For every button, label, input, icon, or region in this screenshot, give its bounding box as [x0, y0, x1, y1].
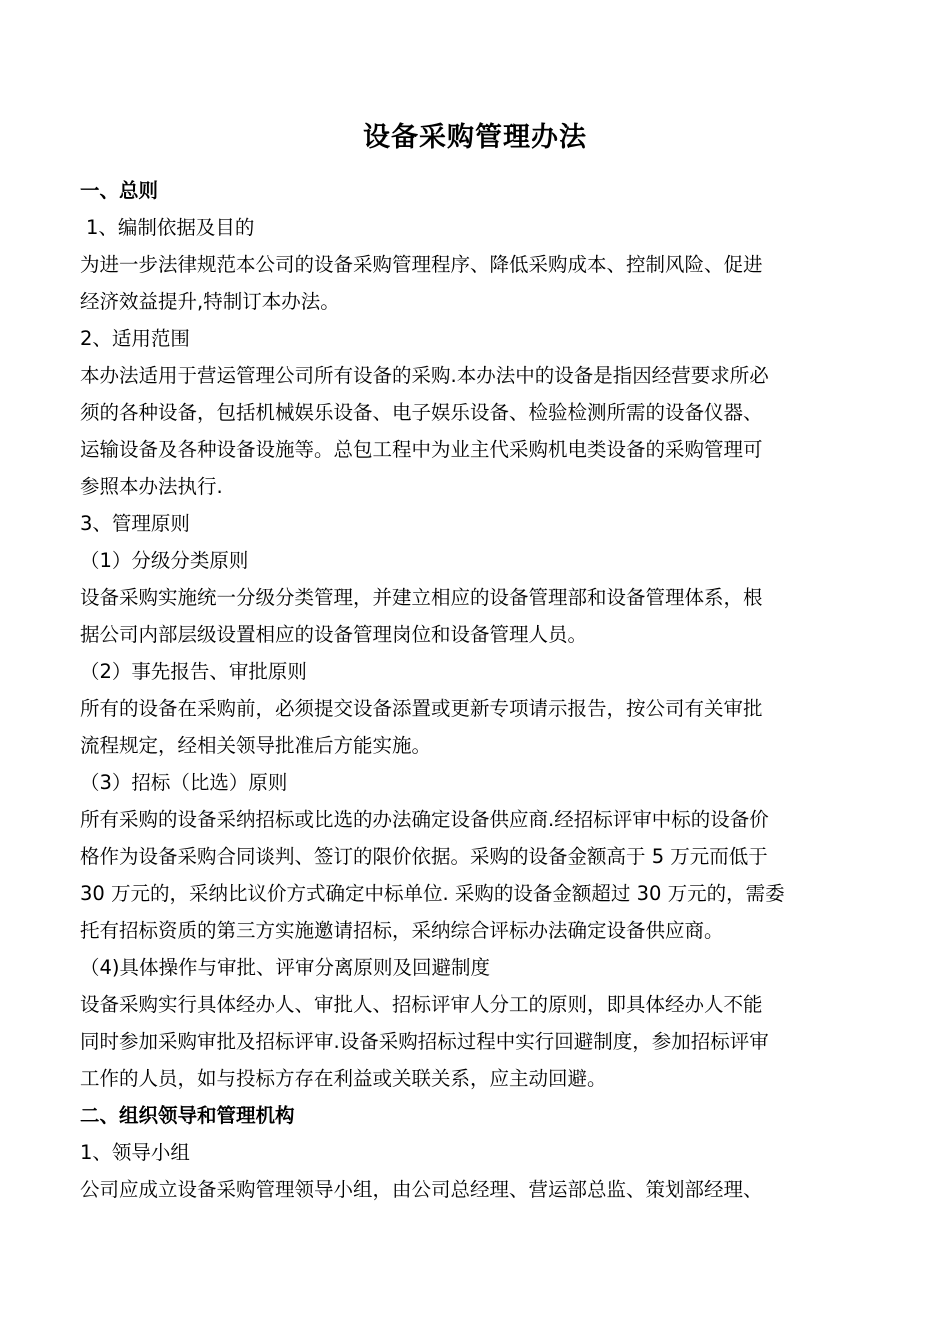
paragraph-line: 格作为设备采购合同谈判、签订的限价依据。采购的设备金额高于 5 万元而低于: [80, 845, 768, 868]
section-heading-general: 一、总则: [80, 179, 159, 202]
paragraph-line: 托有招标资质的第三方实施邀请招标，采纳综合评标办法确定设备供应商。: [80, 919, 724, 942]
document-title: 设备采购管理办法: [363, 122, 587, 153]
paragraph-line: 公司应成立设备采购管理领导小组，由公司总经理、营运部总监、策划部经理、: [80, 1178, 763, 1201]
paragraph-line: 30 万元的，采纳比议价方式确定中标单位. 采购的设备金额超过 30 万元的，需委: [80, 882, 785, 905]
subheading-scope: 2、适用范围: [80, 327, 190, 350]
paragraph-line: 为进一步法律规范本公司的设备采购管理程序、降低采购成本、控制风险、促进: [80, 253, 763, 276]
paragraph-line: 参照本办法执行.: [80, 475, 223, 498]
paragraph-line: 经济效益提升,特制订本办法。: [80, 290, 340, 313]
subheading-principle-3: （3）招标（比选）原则: [80, 771, 288, 794]
paragraph-line: 本办法适用于营运管理公司所有设备的采购.本办法中的设备是指因经营要求所必: [80, 364, 769, 387]
subheading-principle-1: （1）分级分类原则: [80, 549, 249, 572]
paragraph-line: 所有采购的设备采纳招标或比选的办法确定设备供应商.经招标评审中标的设备价: [80, 808, 769, 831]
section-heading-organization: 二、组织领导和管理机构: [80, 1104, 295, 1127]
paragraph-line: 所有的设备在采购前，必须提交设备添置或更新专项请示报告，按公司有关审批: [80, 697, 763, 720]
paragraph-line: 设备采购实施统一分级分类管理，并建立相应的设备管理部和设备管理体系，根: [80, 586, 763, 609]
paragraph-line: 流程规定，经相关领导批准后方能实施。: [80, 734, 432, 757]
subheading-principle-4: （4)具体操作与审批、评审分离原则及回避制度: [80, 956, 491, 979]
subheading-principles: 3、管理原则: [80, 512, 190, 535]
paragraph-line: 工作的人员，如与投标方存在利益或关联关系，应主动回避。: [80, 1067, 607, 1090]
paragraph-line: 须的各种设备，包括机械娱乐设备、电子娱乐设备、检验检测所需的设备仪器、: [80, 401, 763, 424]
paragraph-line: 运输设备及各种设备设施等。总包工程中为业主代采购机电类设备的采购管理可: [80, 438, 763, 461]
paragraph-line: 同时参加采购审批及招标评审.设备采购招标过程中实行回避制度，参加招标评审: [80, 1030, 769, 1053]
subheading-principle-2: （2）事先报告、审批原则: [80, 660, 307, 683]
subheading-basis-purpose: 1、编制依据及目的: [86, 216, 255, 239]
document-body: [80, 172, 875, 1208]
paragraph-line: 据公司内部层级设置相应的设备管理岗位和设备管理人员。: [80, 623, 588, 646]
subheading-leadership-group: 1、领导小组: [80, 1141, 190, 1164]
paragraph-line: 设备采购实行具体经办人、审批人、招标评审人分工的原则，即具体经办人不能: [80, 993, 763, 1016]
